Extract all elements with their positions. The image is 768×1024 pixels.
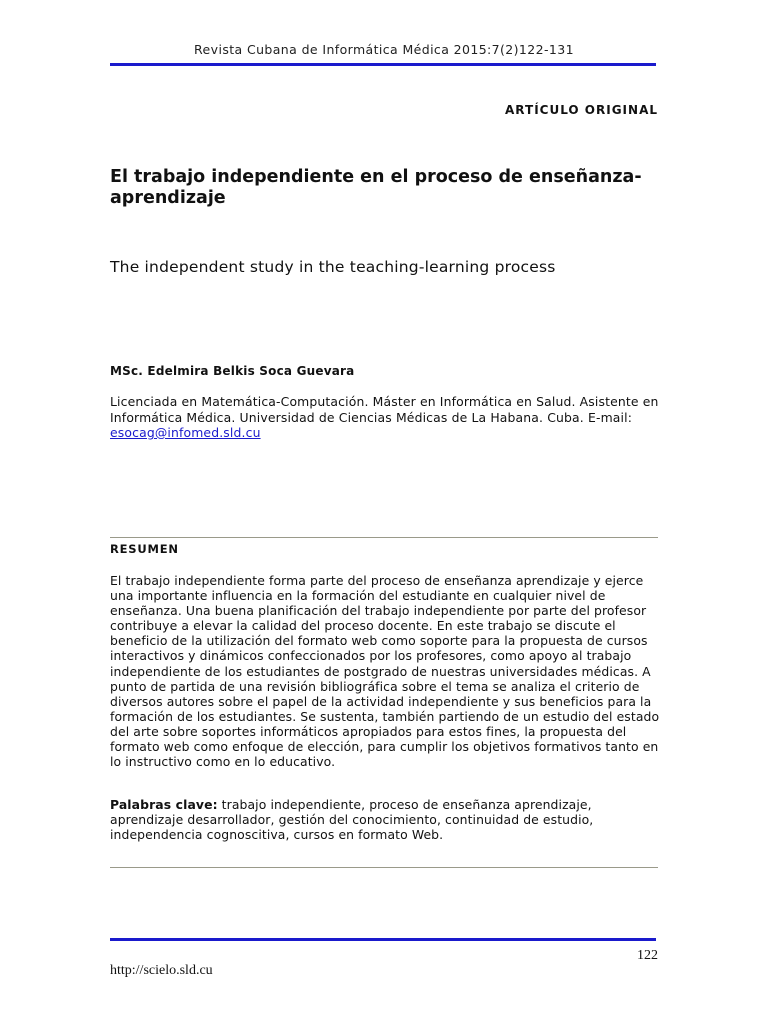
author-name: MSc. Edelmira Belkis Soca Guevara bbox=[110, 364, 355, 378]
resumen-heading: RESUMEN bbox=[110, 542, 179, 556]
affiliation-text: Licenciada en Matemática-Computación. Máster en Informática en Salud. Asistente en Informática Médica. Universidad de Ciencias Médicas de La Habana. Cuba. E-mail: bbox=[110, 394, 659, 425]
author-affiliation bbox=[110, 394, 660, 441]
footer-rule bbox=[110, 938, 656, 941]
abstract-body: El trabajo independiente forma parte del proceso de enseñanza aprendizaje y ejerce una importante influencia en la formación del estudiante en cualquier nivel de enseñanza. Una buena planificación del trabajo independiente por parte del profesor contribuye a elevar la calidad del proceso docente. En este trabajo se discute el beneficio de la utilización del formato web como soporte para la propuesta de cursos interactivos y dinámicos confeccionados por los profesores, como apoyo al trabajo independiente de los estudiantes de postgrado de nuestras universidades médicas. A punto de partida de una revisión bibliográfica sobre el tema se analiza el criterio de diversos autores sobre el papel de la actividad independiente y sus beneficios para la formación de los estudiantes. Se sustenta, también partiendo de un estudio del estado del arte sobre soportes informáticos apropiados para estos fines, la propuesta del formato web como enfoque de elección, para cumplir los objetivos formativos tanto en lo instructivo como en lo educativo. bbox=[110, 573, 660, 770]
email-link[interactable]: esocag@infomed.sld.cu bbox=[110, 425, 261, 440]
keywords bbox=[110, 797, 660, 842]
divider-top bbox=[110, 537, 658, 538]
divider-bottom bbox=[110, 867, 658, 868]
journal-header: Revista Cubana de Informática Médica 2015:7(2)122-131 bbox=[194, 42, 574, 57]
keywords-label: Palabras clave: bbox=[110, 797, 218, 812]
keywords-list: trabajo independiente, proceso de enseñanza aprendizaje, aprendizaje desarrollador, gestión del conocimiento, continuidad de estudio, independencia cognoscitiva, cursos en formato Web. bbox=[110, 797, 594, 843]
header-rule bbox=[110, 63, 656, 66]
article-type: ARTÍCULO ORIGINAL bbox=[505, 103, 658, 117]
page-number: 122 bbox=[637, 948, 658, 963]
title-english: The independent study in the teaching-learning process bbox=[110, 258, 556, 276]
footer-url[interactable]: http://scielo.sld.cu bbox=[110, 963, 213, 978]
title-spanish: El trabajo independiente en el proceso de enseñanza-aprendizaje bbox=[110, 167, 642, 208]
